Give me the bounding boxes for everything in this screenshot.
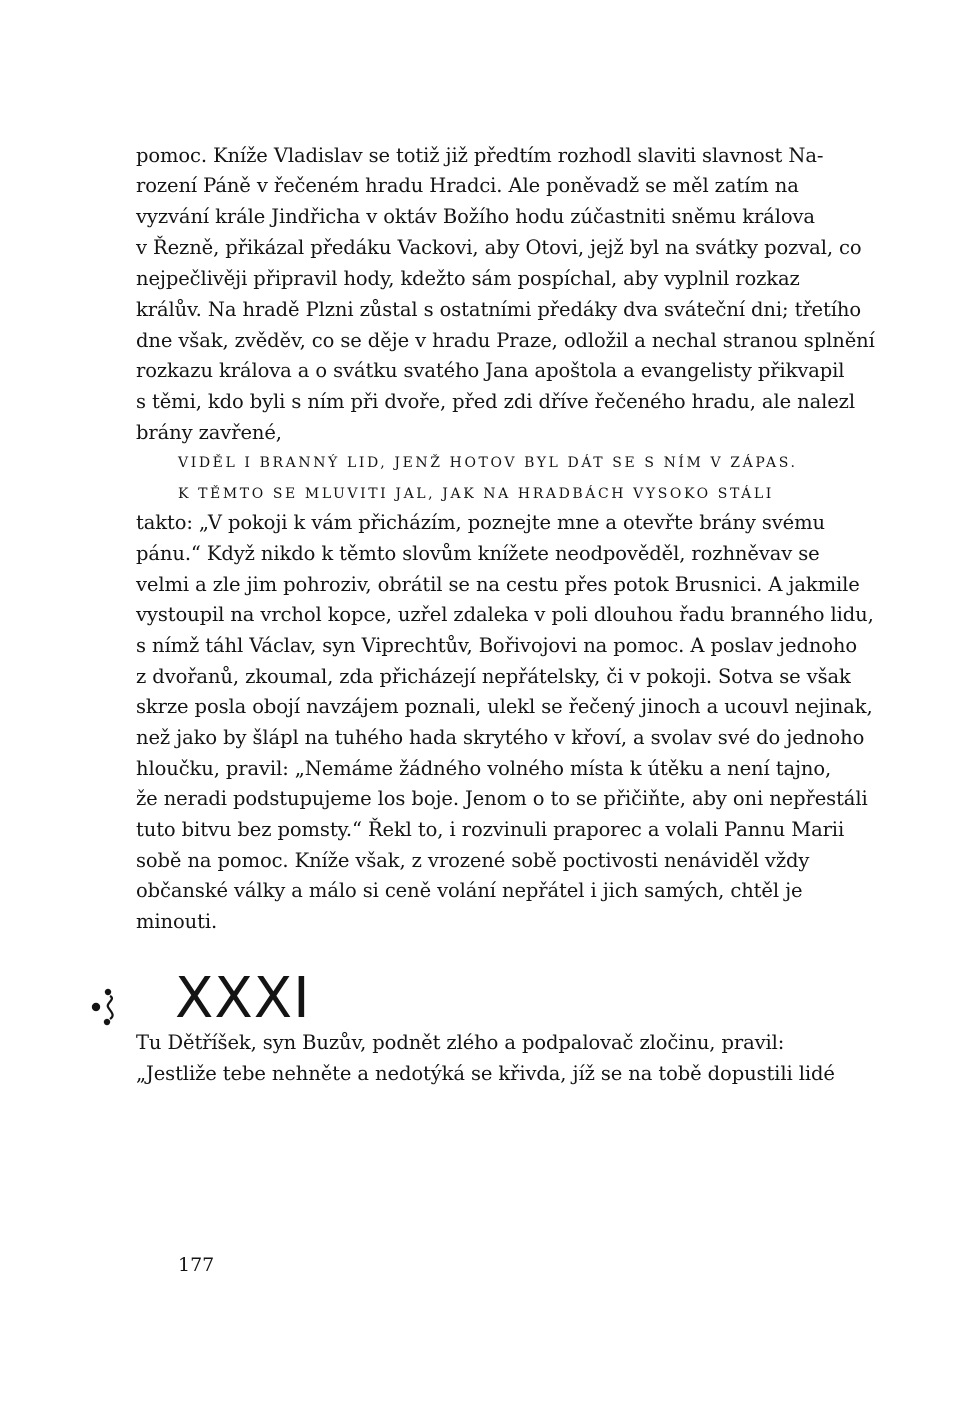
text-line: rozkazu králova a o svátku svatého Jana apoštola a evangelisty přikvapil [136,359,845,382]
text-line: pánu.“ Když nikdo k těmto slovům knížete neodpověděl, rozhněvav se [136,542,820,565]
chapter-title: XXXI [175,966,311,1031]
ornament-icon [90,987,116,1027]
text-line: tuto bitvu bez pomsty.“ Řekl to, i rozvinuli praporec a volali Pannu Marii [136,818,845,841]
text-line: velmi a zle jim pohroziv, obrátil se na cestu přes potok Brusnici. A jakmile [136,573,860,596]
text-line: Tu Dětříšek, syn Buzův, podnět zlého a podpalovač zločinu, pravil: [136,1031,785,1054]
text-line: než jako by šlápl na tuhého hada skrytého v křoví, a svolav své do jednoho [136,726,865,749]
text-line: s těmi, kdo byli s ním při dvoře, před zdi dříve řečeného hradu, ale nalezl [136,390,855,413]
text-line: občanské války a málo si ceně volání nepřátel i jich samých, chtěl je [136,879,803,902]
text-line: pomoc. Kníže Vladislav se totiž již předtím rozhodl slaviti slavnost Na- [136,144,824,167]
text-line: minouti. [136,910,218,933]
text-line: králův. Na hradě Plzni zůstal s ostatními předáky dva sváteční dni; třetího [136,298,861,321]
text-line: rození Páně v řečeném hradu Hradci. Ale poněvadž se měl zatím na [136,174,799,197]
text-line: že neradi podstupujeme los boje. Jenom o to se přičiňte, aby oni nepřestáli [136,787,868,810]
text-line: dne však, zvěděv, co se děje v hradu Praze, odložil a nechal stranou splnění [136,329,875,352]
text-line: nejpečlivěji připravil hody, kdežto sám pospíchal, aby vyplnil rozkaz [136,267,800,290]
text-line: vystoupil na vrchol kopce, uzřel zdaleka v poli dlouhou řadu branného lidu, [136,603,874,626]
text-line: z dvořanů, zkoumal, zda přicházejí nepřátelsky, či v pokoji. Sotva se však [136,665,851,688]
page-number: 177 [178,1254,215,1276]
text-line: brány zavřené, [136,421,282,444]
text-line: sobě na pomoc. Kníže však, z vrozené sobě poctivosti nenáviděl vždy [136,849,810,872]
text-line: skrze posla obojí navzájem poznali, ulekl se řečený jinoch a ucouvl nejinak, [136,695,873,718]
text-line: hloučku, pravil: „Nemáme žádného volného místa k útěku a není tajno, [136,757,832,780]
verse-line: K TĚMTO SE MLUVITI JAL, JAK NA HRADBÁCH VYSOKO STÁLI [178,486,774,502]
text-line: s nímž táhl Václav, syn Viprechtův, Bořivojovi na pomoc. A poslav jednoho [136,634,858,657]
text-line: takto: „V pokoji k vám přicházím, poznejte mne a otevřte brány svému [136,511,825,534]
text-line: v Řezně, přikázal předáku Vackovi, aby Otovi, jejž byl na svátky pozval, co [136,236,862,259]
verse-line: VIDĚL I BRANNÝ LID, JENŽ HOTOV BYL DÁT SE S NÍM V ZÁPAS. [178,455,798,471]
text-line: „Jestliže tebe nehněte a nedotýká se křivda, jíž se na tobě dopustili lidé [136,1062,835,1085]
text-line: vyzvání krále Jindřicha v oktáv Božího hodu zúčastniti sněmu králova [136,205,815,228]
